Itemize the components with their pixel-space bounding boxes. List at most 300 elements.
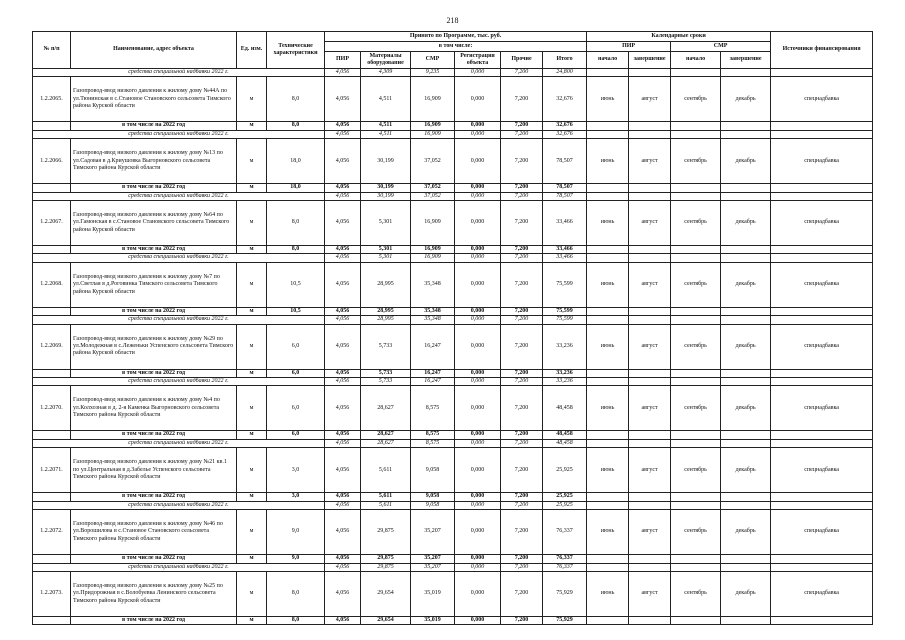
total-value: 7,200 — [501, 184, 543, 192]
item-tech: 9,0 — [267, 510, 325, 555]
subtotal-value: 9,058 — [411, 501, 455, 509]
total-value: 4,056 — [325, 493, 361, 501]
subtotal-value: 75,599 — [543, 316, 587, 324]
total-value: 0,000 — [455, 555, 501, 563]
item-date: декабрь — [721, 262, 771, 307]
item-value: 75,599 — [543, 262, 587, 307]
item-value: 0,000 — [455, 571, 501, 616]
table-row — [33, 324, 873, 369]
item-value: 5,301 — [361, 201, 411, 246]
total-unit: м — [237, 431, 267, 439]
total-value: 25,925 — [543, 493, 587, 501]
table-row — [33, 201, 873, 246]
total-tech: 3,0 — [267, 493, 325, 501]
item-value: 7,200 — [501, 448, 543, 493]
total-label: в том числе на 2022 год — [71, 122, 237, 130]
item-name: Газопровод-ввод низкого давления к жилому дому №46 по ул.Ворошилова в с.Становое Становского сельсовета Тимского района Курской области — [71, 510, 237, 555]
total-value: 7,200 — [501, 555, 543, 563]
subtotal-value: 0,000 — [455, 192, 501, 200]
item-value: 0,000 — [455, 262, 501, 307]
subtotal-label: средства специальной надбавки 2022 г. — [33, 130, 325, 138]
item-value: 0,000 — [455, 510, 501, 555]
subtotal-value: 32,676 — [543, 130, 587, 138]
subtotal-value: 8,575 — [411, 439, 455, 447]
subtotal-value: 30,199 — [361, 192, 411, 200]
item-value: 16,247 — [411, 324, 455, 369]
subtotal-label: средства специальной надбавки 2022 г. — [33, 501, 325, 509]
subtotal-value: 0,000 — [455, 501, 501, 509]
total-value: 32,676 — [543, 122, 587, 130]
program-table — [32, 31, 873, 625]
subtotal-value: 0,000 — [455, 439, 501, 447]
total-value: 76,337 — [543, 555, 587, 563]
total-value: 35,207 — [411, 555, 455, 563]
total-value: 7,200 — [501, 122, 543, 130]
subtotal-value: 4,056 — [325, 501, 361, 509]
subtotal-label: средства специальной надбавки 2022 г. — [33, 378, 325, 386]
total-label: в том числе на 2022 год — [71, 493, 237, 501]
header-pir-end: завершение — [629, 52, 671, 69]
header-smr: СМР — [411, 52, 455, 69]
item-date: июнь — [587, 201, 629, 246]
item-value: 4,056 — [325, 262, 361, 307]
total-row — [33, 122, 873, 130]
total-label: в том числе на 2022 год — [71, 431, 237, 439]
item-value: 4,056 — [325, 448, 361, 493]
item-source: спецнадбавка — [771, 139, 873, 184]
item-value: 28,995 — [361, 262, 411, 307]
subtotal-value: 7,200 — [501, 254, 543, 262]
total-value: 7,200 — [501, 616, 543, 624]
header-including: в том числе: — [325, 42, 587, 52]
subtotal-value: 76,337 — [543, 563, 587, 571]
item-value: 76,337 — [543, 510, 587, 555]
total-row — [33, 184, 873, 192]
subtotal-row — [33, 439, 873, 447]
total-tech: 9,0 — [267, 555, 325, 563]
item-date: август — [629, 139, 671, 184]
total-value: 30,199 — [361, 184, 411, 192]
total-value: 0,000 — [455, 246, 501, 254]
item-value: 78,507 — [543, 139, 587, 184]
item-value: 33,466 — [543, 201, 587, 246]
total-value: 37,052 — [411, 184, 455, 192]
subtotal-value: 16,909 — [411, 254, 455, 262]
item-date: август — [629, 571, 671, 616]
subtotal-value: 48,458 — [543, 439, 587, 447]
item-unit: м — [237, 77, 267, 122]
total-unit: м — [237, 555, 267, 563]
item-date: сентябрь — [671, 386, 721, 431]
item-value: 35,207 — [411, 510, 455, 555]
item-value: 29,875 — [361, 510, 411, 555]
item-value: 5,733 — [361, 324, 411, 369]
subtotal-value: 0,000 — [455, 563, 501, 571]
total-tech: 8,0 — [267, 246, 325, 254]
item-value: 7,200 — [501, 510, 543, 555]
item-value: 4,056 — [325, 77, 361, 122]
total-value: 4,056 — [325, 307, 361, 315]
total-value: 4,056 — [325, 555, 361, 563]
subtotal-value: 4,056 — [325, 192, 361, 200]
total-value: 33,466 — [543, 246, 587, 254]
item-date: сентябрь — [671, 201, 721, 246]
subtotal-value: 4,056 — [325, 316, 361, 324]
item-date: сентябрь — [671, 262, 721, 307]
item-number: 1.2.2068. — [33, 262, 71, 307]
item-number: 1.2.2065. — [33, 77, 71, 122]
header-calendar: Календарные сроки — [587, 32, 771, 42]
total-value: 28,995 — [361, 307, 411, 315]
item-value: 33,236 — [543, 324, 587, 369]
header-unit: Ед. изм. — [237, 32, 267, 69]
header-tech: Технические характеристики — [267, 32, 325, 69]
item-tech: 8,0 — [267, 77, 325, 122]
subtotal-value: 33,236 — [543, 378, 587, 386]
subtotal-value: 28,627 — [361, 439, 411, 447]
subtotal-value: 29,875 — [361, 563, 411, 571]
item-date: декабрь — [721, 571, 771, 616]
item-value: 4,056 — [325, 139, 361, 184]
item-value: 7,200 — [501, 386, 543, 431]
item-source: спецнадбавка — [771, 201, 873, 246]
item-value: 8,575 — [411, 386, 455, 431]
item-unit: м — [237, 139, 267, 184]
total-label: в том числе на 2022 год — [71, 246, 237, 254]
subtotal-value: 35,207 — [411, 563, 455, 571]
item-unit: м — [237, 324, 267, 369]
item-source: спецнадбавка — [771, 448, 873, 493]
item-source: спецнадбавка — [771, 262, 873, 307]
header-materials: Материалы оборудование — [361, 52, 411, 69]
header-pir-start: начало — [587, 52, 629, 69]
subtotal-value: 4,056 — [325, 130, 361, 138]
subtotal-value: 35,348 — [411, 316, 455, 324]
total-value: 29,875 — [361, 555, 411, 563]
item-source: спецнадбавка — [771, 324, 873, 369]
item-date: сентябрь — [671, 510, 721, 555]
item-date: июнь — [587, 510, 629, 555]
subtotal-value: 4,056 — [325, 439, 361, 447]
total-value: 78,507 — [543, 184, 587, 192]
total-value: 29,654 — [361, 616, 411, 624]
item-value: 35,348 — [411, 262, 455, 307]
subtotal-row — [33, 378, 873, 386]
item-name: Газопровод-ввод низкого давления к жилому дому №7 по ул.Светлая в д.Роговинка Тимского сельсовета Тимского района Курской области — [71, 262, 237, 307]
subtotal-value: 25,925 — [543, 501, 587, 509]
subtotal-value: 24,800 — [543, 69, 587, 77]
total-value: 35,348 — [411, 307, 455, 315]
header-accepted: Принято по Программе, тыс. руб. — [325, 32, 587, 42]
item-name: Газопровод-ввод низкого давления к жилому дому №25 по ул.Придорожная в с.Волобуевка Ленинского сельсовета Тимского района Курской области — [71, 571, 237, 616]
header-registration: Регистрация объекта — [455, 52, 501, 69]
total-tech: 8,0 — [267, 616, 325, 624]
item-tech: 6,0 — [267, 386, 325, 431]
total-value: 5,301 — [361, 246, 411, 254]
header-name: Наименование, адрес объекта — [71, 32, 237, 69]
total-value: 28,627 — [361, 431, 411, 439]
item-value: 48,458 — [543, 386, 587, 431]
item-date: август — [629, 262, 671, 307]
total-row — [33, 493, 873, 501]
table-row — [33, 262, 873, 307]
total-tech: 8,0 — [267, 122, 325, 130]
item-date: август — [629, 448, 671, 493]
subtotal-value: 28,995 — [361, 316, 411, 324]
subtotal-row — [33, 501, 873, 509]
item-tech: 3,0 — [267, 448, 325, 493]
table-row — [33, 571, 873, 616]
item-date: сентябрь — [671, 448, 721, 493]
total-value: 8,575 — [411, 431, 455, 439]
item-value: 7,200 — [501, 262, 543, 307]
total-tech: 18,0 — [267, 184, 325, 192]
item-date: август — [629, 510, 671, 555]
total-row — [33, 616, 873, 624]
item-value: 7,200 — [501, 201, 543, 246]
table-row — [33, 139, 873, 184]
item-value: 7,200 — [501, 139, 543, 184]
item-value: 7,200 — [501, 571, 543, 616]
total-value: 4,056 — [325, 122, 361, 130]
item-date: июнь — [587, 571, 629, 616]
item-unit: м — [237, 262, 267, 307]
total-value: 9,058 — [411, 493, 455, 501]
subtotal-value: 7,200 — [501, 501, 543, 509]
subtotal-value: 4,056 — [325, 563, 361, 571]
subtotal-label: средства специальной надбавки 2022 г. — [33, 69, 325, 77]
item-date: август — [629, 201, 671, 246]
item-date: сентябрь — [671, 571, 721, 616]
total-value: 48,458 — [543, 431, 587, 439]
subtotal-label: средства специальной надбавки 2022 г. — [33, 316, 325, 324]
total-tech: 6,0 — [267, 369, 325, 377]
item-tech: 10,5 — [267, 262, 325, 307]
header-cal-smr: СМР — [671, 42, 771, 52]
item-value: 25,925 — [543, 448, 587, 493]
header-smr-end: завершение — [721, 52, 771, 69]
item-date: июнь — [587, 448, 629, 493]
item-value: 0,000 — [455, 201, 501, 246]
subtotal-row — [33, 254, 873, 262]
item-unit: м — [237, 510, 267, 555]
total-tech: 10,5 — [267, 307, 325, 315]
total-value: 75,599 — [543, 307, 587, 315]
total-unit: м — [237, 307, 267, 315]
item-value: 0,000 — [455, 139, 501, 184]
item-number: 1.2.2069. — [33, 324, 71, 369]
subtotal-row — [33, 563, 873, 571]
item-name: Газопровод-ввод низкого давления к жилому дому №29 по ул.Молодежная в с.Леженьки Успенского сельсовета Тимского района Курской области — [71, 324, 237, 369]
header-smr-start: начало — [671, 52, 721, 69]
total-value: 5,733 — [361, 369, 411, 377]
subtotal-label: средства специальной надбавки 2022 г. — [33, 563, 325, 571]
item-value: 9,058 — [411, 448, 455, 493]
item-value: 5,611 — [361, 448, 411, 493]
subtotal-value: 0,000 — [455, 69, 501, 77]
item-value: 29,654 — [361, 571, 411, 616]
item-value: 75,929 — [543, 571, 587, 616]
total-value: 0,000 — [455, 493, 501, 501]
subtotal-value: 5,611 — [361, 501, 411, 509]
subtotal-value: 0,000 — [455, 254, 501, 262]
item-date: июнь — [587, 386, 629, 431]
item-date: декабрь — [721, 510, 771, 555]
item-date: сентябрь — [671, 139, 721, 184]
item-value: 4,056 — [325, 510, 361, 555]
item-tech: 18,0 — [267, 139, 325, 184]
item-value: 32,676 — [543, 77, 587, 122]
subtotal-value: 78,507 — [543, 192, 587, 200]
item-number: 1.2.2072. — [33, 510, 71, 555]
item-value: 16,909 — [411, 201, 455, 246]
total-value: 75,929 — [543, 616, 587, 624]
item-number: 1.2.2066. — [33, 139, 71, 184]
header-total: Итого — [543, 52, 587, 69]
item-name: Газопровод-ввод низкого давления к жилому дому №44А по ул.Тюнинская в с.Становое Становского сельсовета Тимского района Курской области — [71, 77, 237, 122]
item-source: спецнадбавка — [771, 571, 873, 616]
item-value: 4,056 — [325, 571, 361, 616]
item-tech: 8,0 — [267, 571, 325, 616]
item-source: спецнадбавка — [771, 386, 873, 431]
total-value: 35,019 — [411, 616, 455, 624]
total-unit: м — [237, 369, 267, 377]
total-label: в том числе на 2022 год — [71, 616, 237, 624]
item-value: 16,909 — [411, 77, 455, 122]
subtotal-value: 4,309 — [361, 69, 411, 77]
total-value: 4,056 — [325, 184, 361, 192]
item-date: декабрь — [721, 139, 771, 184]
total-value: 7,200 — [501, 493, 543, 501]
item-tech: 6,0 — [267, 324, 325, 369]
total-unit: м — [237, 246, 267, 254]
item-value: 35,019 — [411, 571, 455, 616]
item-value: 4,056 — [325, 201, 361, 246]
total-value: 16,909 — [411, 122, 455, 130]
total-value: 0,000 — [455, 307, 501, 315]
item-date: декабрь — [721, 386, 771, 431]
item-date: июнь — [587, 324, 629, 369]
item-unit: м — [237, 571, 267, 616]
item-value: 30,199 — [361, 139, 411, 184]
item-value: 0,000 — [455, 386, 501, 431]
item-unit: м — [237, 201, 267, 246]
item-date: июнь — [587, 77, 629, 122]
subtotal-value: 7,200 — [501, 439, 543, 447]
header-num: № п/п — [33, 32, 71, 69]
subtotal-value: 4,056 — [325, 254, 361, 262]
table-row — [33, 510, 873, 555]
subtotal-value: 9,235 — [411, 69, 455, 77]
subtotal-value: 37,052 — [411, 192, 455, 200]
item-date: август — [629, 386, 671, 431]
item-unit: м — [237, 448, 267, 493]
total-label: в том числе на 2022 год — [71, 184, 237, 192]
subtotal-value: 4,056 — [325, 69, 361, 77]
subtotal-row — [33, 130, 873, 138]
header-pir: ПИР — [325, 52, 361, 69]
item-source: спецнадбавка — [771, 510, 873, 555]
subtotal-value: 7,200 — [501, 192, 543, 200]
item-name: Газопровод-ввод низкого давления к жилому дому №21 кв.1 по ул.Центральная в д.Забелье Успенского сельсовета Тимского района Курской области — [71, 448, 237, 493]
total-value: 4,511 — [361, 122, 411, 130]
total-value: 7,200 — [501, 307, 543, 315]
subtotal-row — [33, 192, 873, 200]
item-date: декабрь — [721, 324, 771, 369]
total-value: 0,000 — [455, 616, 501, 624]
item-unit: м — [237, 386, 267, 431]
page-number: 218 — [446, 16, 459, 25]
total-value: 4,056 — [325, 431, 361, 439]
total-value: 4,056 — [325, 246, 361, 254]
total-unit: м — [237, 493, 267, 501]
subtotal-value: 5,301 — [361, 254, 411, 262]
subtotal-value: 16,247 — [411, 378, 455, 386]
table-row — [33, 448, 873, 493]
total-value: 0,000 — [455, 431, 501, 439]
subtotal-row — [33, 316, 873, 324]
total-label: в том числе на 2022 год — [71, 555, 237, 563]
item-value: 4,511 — [361, 77, 411, 122]
item-number: 1.2.2070. — [33, 386, 71, 431]
total-row — [33, 246, 873, 254]
subtotal-value: 7,200 — [501, 378, 543, 386]
item-tech: 8,0 — [267, 201, 325, 246]
total-label: в том числе на 2022 год — [71, 369, 237, 377]
total-value: 33,236 — [543, 369, 587, 377]
subtotal-value: 0,000 — [455, 378, 501, 386]
header-cal-pir: ПИР — [587, 42, 671, 52]
total-value: 0,000 — [455, 122, 501, 130]
total-value: 0,000 — [455, 369, 501, 377]
item-name: Газопровод-ввод низкого давления к жилому дому №13 по ул.Садовая в д.Криушовка Выгорновского сельсовета Тимского района Курской области — [71, 139, 237, 184]
subtotal-value: 7,200 — [501, 130, 543, 138]
subtotal-value: 7,200 — [501, 69, 543, 77]
subtotal-value: 0,000 — [455, 130, 501, 138]
item-value: 37,052 — [411, 139, 455, 184]
item-number: 1.2.2073. — [33, 571, 71, 616]
subtotal-value: 0,000 — [455, 316, 501, 324]
subtotal-row-top — [33, 69, 873, 77]
item-value: 7,200 — [501, 77, 543, 122]
total-value: 7,200 — [501, 431, 543, 439]
item-date: сентябрь — [671, 324, 721, 369]
item-value: 0,000 — [455, 324, 501, 369]
item-value: 7,200 — [501, 324, 543, 369]
subtotal-label: средства специальной надбавки 2022 г. — [33, 254, 325, 262]
item-date: декабрь — [721, 448, 771, 493]
subtotal-value: 7,200 — [501, 316, 543, 324]
total-label: в том числе на 2022 год — [71, 307, 237, 315]
item-date: август — [629, 324, 671, 369]
item-date: август — [629, 77, 671, 122]
total-unit: м — [237, 184, 267, 192]
item-value: 28,627 — [361, 386, 411, 431]
total-row — [33, 307, 873, 315]
item-date: июнь — [587, 139, 629, 184]
total-value: 5,611 — [361, 493, 411, 501]
item-number: 1.2.2067. — [33, 201, 71, 246]
table-row — [33, 386, 873, 431]
item-value: 0,000 — [455, 77, 501, 122]
total-row — [33, 431, 873, 439]
subtotal-label: средства специальной надбавки 2022 г. — [33, 192, 325, 200]
total-value: 4,056 — [325, 369, 361, 377]
table-row — [33, 77, 873, 122]
header-other: Прочие — [501, 52, 543, 69]
total-value: 0,000 — [455, 184, 501, 192]
item-number: 1.2.2071. — [33, 448, 71, 493]
